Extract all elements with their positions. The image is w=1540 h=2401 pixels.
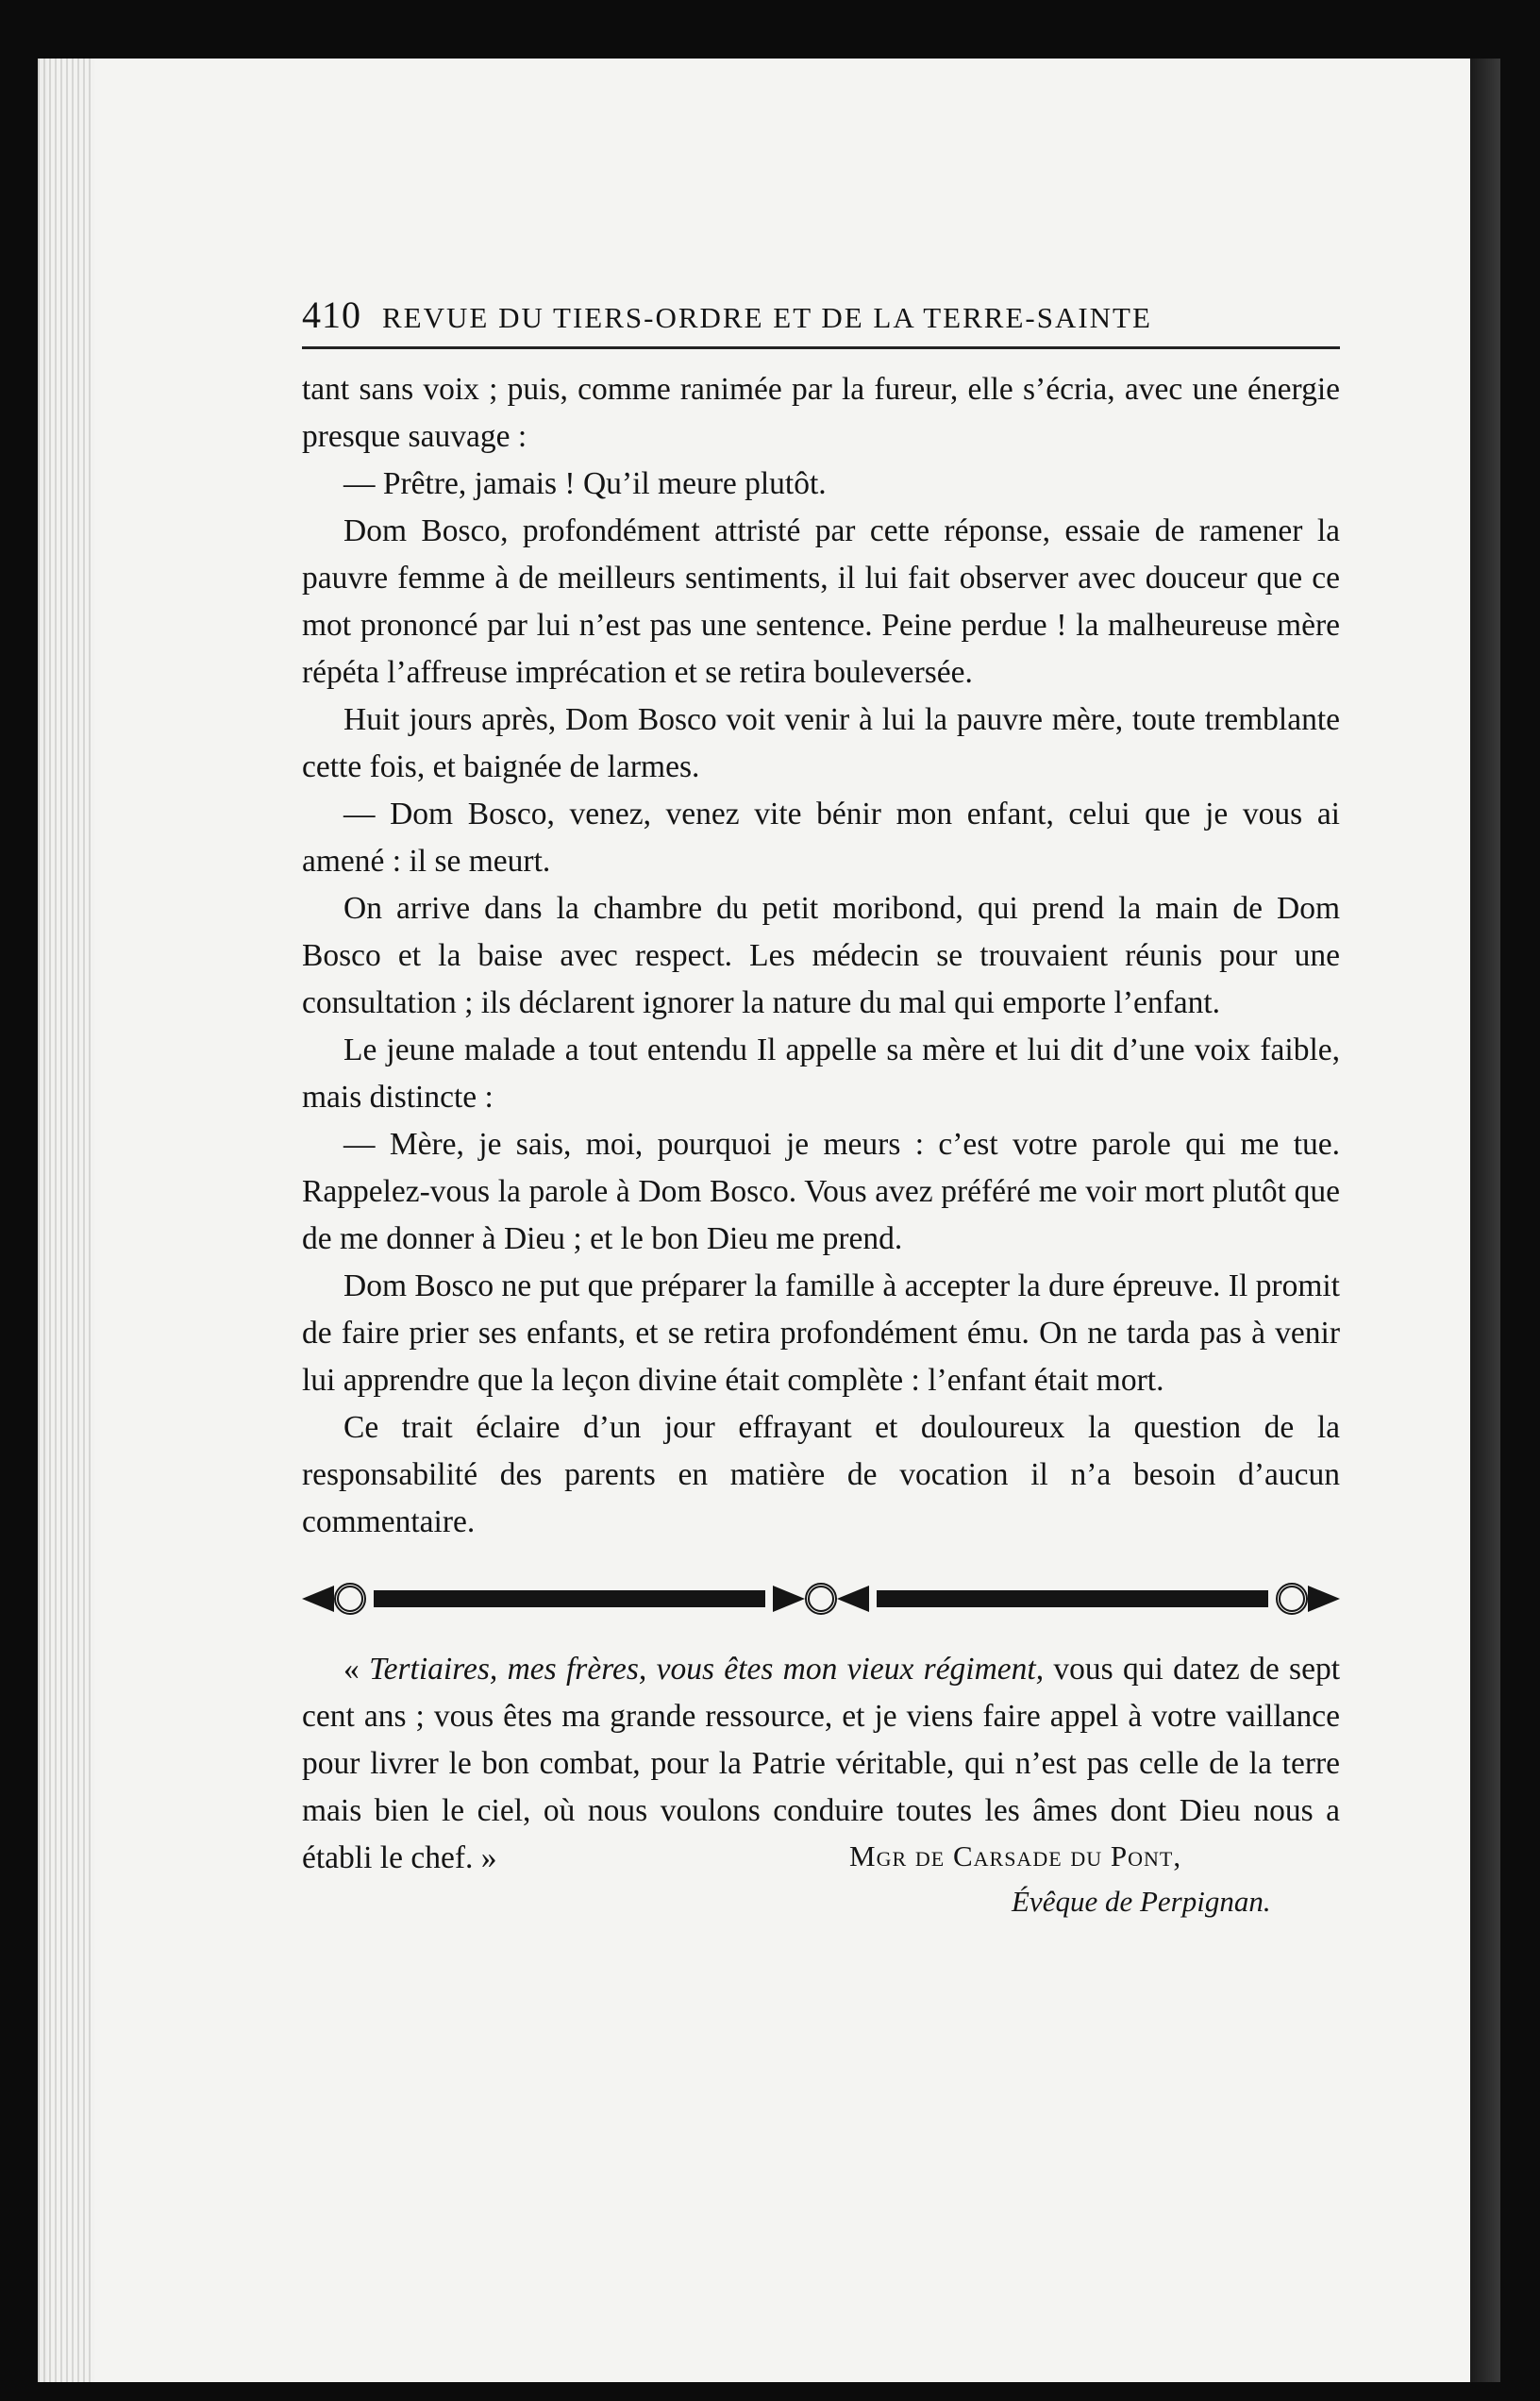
- paragraph: — Dom Bosco, venez, venez vite bénir mon enfant, celui que je vous ai amené : il se meurt.: [302, 797, 1340, 879]
- paragraph: On arrive dans la chambre du petit moribond, qui prend la main de Dom Bosco et la baise avec respect. Les médecin se trouvaient réunis pour une consultation ; ils déclarent ignorer la nature du mal qui emporte l’enfant.: [302, 891, 1340, 1020]
- ornament-flower-icon: [334, 1583, 366, 1615]
- ornament-bar: [374, 1590, 765, 1607]
- quote-body: vous qui datez de sept cent ans ; vous êtes ma grande ressource, et je viens faire appel à votre vaillance pour livrer le bon combat, pour la Patrie véritable, qui n’est pas celle de la terre mais bien le ciel, où nous voulons conduire toutes les âmes dont Dieu nous a établi le chef. »: [302, 1652, 1341, 1875]
- page-edge-shading: [38, 59, 94, 2382]
- quote-italic-lead: Tertiaires, mes frères, vous êtes mon vieux régiment,: [369, 1652, 1045, 1687]
- paragraph: Huit jours après, Dom Bosco voit venir à lui la pauvre mère, toute tremblante cette fois, et baignée de larmes.: [302, 702, 1340, 784]
- paragraph: tant sans voix ; puis, comme ranimée par la fureur, elle s’écria, avec une énergie presque sauvage :: [302, 372, 1340, 454]
- ornament-flower-icon: [1276, 1583, 1308, 1615]
- signature-name: Mgr de Carsade du Pont,: [849, 1839, 1182, 1872]
- paragraph: Dom Bosco, profondément attristé par cette réponse, essaie de ramener la pauvre femme à de meilleurs sentiments, il lui fait observer avec douceur que ce mot prononcé par lui n’est pas une sentence. Peine perdue ! la malheureuse mère répéta l’affreuse imprécation et se retira bouleversée.: [302, 513, 1340, 690]
- ornament-flower-icon: [805, 1583, 837, 1615]
- binding-shadow: [1470, 59, 1500, 2382]
- ornament-arrow-icon: [1308, 1586, 1340, 1612]
- ornament-bar: [877, 1590, 1268, 1607]
- paragraph: Dom Bosco ne put que préparer la famille à accepter la dure épreuve. Il promit de faire prier ses enfants, et se retira profondément ému. On ne tarda pas à venir lui apprendre que la leçon divine était complète : l’enfant était mort.: [302, 1268, 1340, 1398]
- running-header: [302, 293, 1340, 349]
- paragraph: Le jeune malade a tout entendu Il appelle sa mère et lui dit d’une voix faible, mais distincte :: [302, 1033, 1340, 1115]
- paragraph: — Mère, je sais, moi, pourquoi je meurs : c’est votre parole qui me tue. Rappelez-vous la parole à Dom Bosco. Vous avez préféré me voir mort plutôt que de me donner à Dieu ; et le bon Dieu me prend.: [302, 1127, 1340, 1256]
- paragraph: Ce trait éclaire d’un jour effrayant et douloureux la question de la responsabilité des parents en matière de vocation il n’a besoin d’aucun commentaire.: [302, 1410, 1340, 1539]
- signature-see: Évêque de Perpignan.: [1012, 1885, 1271, 1918]
- ornament-arrow-icon: [773, 1586, 805, 1612]
- ornament-arrow-icon: [302, 1586, 334, 1612]
- ornament-arrow-icon: [837, 1586, 869, 1612]
- quote-open: «: [343, 1652, 370, 1687]
- running-title: REVUE DU TIERS-ORDRE ET DE LA TERRE-SAINTE: [382, 301, 1152, 334]
- closing-quote: [302, 1646, 1340, 1882]
- paragraph: — Prêtre, jamais ! Qu’il meure plutôt.: [343, 466, 827, 501]
- page-content: [302, 293, 1341, 1918]
- page-number: 410: [302, 294, 361, 336]
- ornamental-divider: [302, 1570, 1340, 1627]
